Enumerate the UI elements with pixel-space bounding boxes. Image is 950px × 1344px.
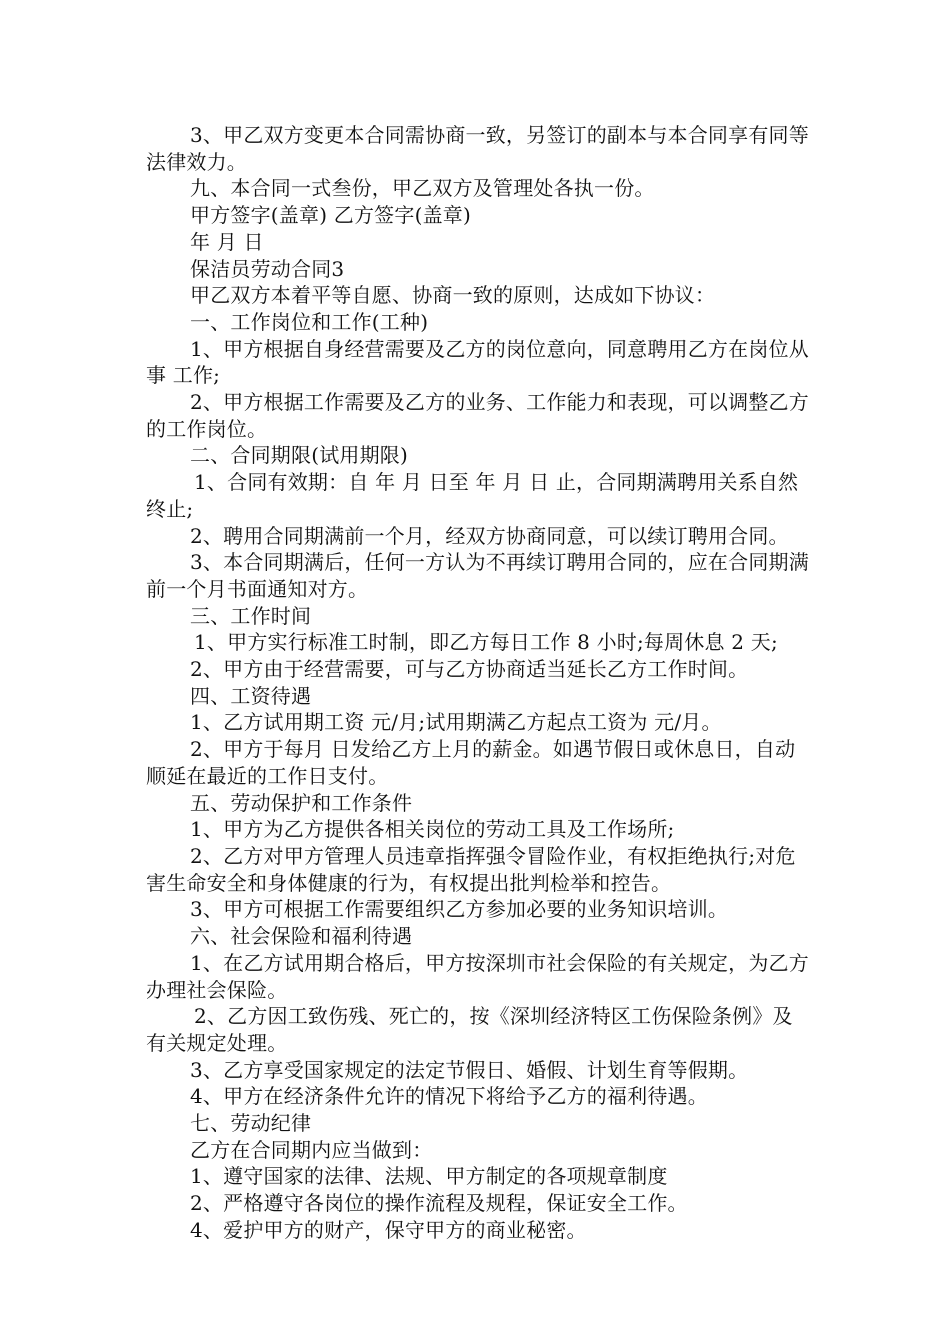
contract-title: 保洁员劳动合同3 <box>190 256 345 281</box>
paragraph-amendment: 3、甲乙双方变更本合同需协商一致，另签订的副本与本合同享有同等法律效力。 <box>146 123 809 174</box>
paragraph-hours-1: 1、甲方实行标准工时制，即乙方每日工作 8 小时;每周休息 2 天; <box>194 630 778 655</box>
paragraph-discipline-1: 1、遵守国家的法律、法规、甲方制定的各项规章制度 <box>190 1164 668 1189</box>
signature-line: 甲方签字(盖章) 乙方签字(盖章) <box>190 203 471 228</box>
paragraph-wages-1: 1、乙方试用期工资 元/月;试用期满乙方起点工资为 元/月。 <box>190 710 722 735</box>
section-heading-position: 一、工作岗位和工作(工种) <box>190 309 429 334</box>
date-line: 年 月 日 <box>190 229 264 254</box>
section-heading-protection: 五、劳动保护和工作条件 <box>190 790 413 815</box>
paragraph-protection-1: 1、甲方为乙方提供各相关岗位的劳动工具及工作场所; <box>190 817 675 842</box>
section-heading-wages: 四、工资待遇 <box>190 683 312 708</box>
section-heading-hours: 三、工作时间 <box>190 603 312 628</box>
paragraph-discipline-2: 2、严格遵守各岗位的操作流程及规程，保证安全工作。 <box>190 1191 688 1216</box>
document-body <box>146 122 810 1244</box>
section-heading-discipline: 七、劳动纪律 <box>190 1111 312 1136</box>
paragraph-term-1: 1、合同有效期：自 年 月 日至 年 月 日 止，合同期满聘用关系自然终止; <box>146 470 799 521</box>
paragraph-insurance-2: 2、乙方因工致伤残、死亡的，按《深圳经济特区工伤保险条例》及有关规定处理。 <box>146 1004 793 1055</box>
section-heading-term: 二、合同期限(试用期限) <box>190 443 409 468</box>
paragraph-protection-2: 2、乙方对甲方管理人员违章指挥强令冒险作业，有权拒绝执行;对危害生命安全和身体健康的行为，有权提出批判检举和控告。 <box>146 843 796 895</box>
paragraph-copies: 九、本合同一式叁份，甲乙双方及管理处各执一份。 <box>190 176 655 201</box>
paragraph-insurance-4: 4、甲方在经济条件允许的情况下将给予乙方的福利待遇。 <box>190 1084 708 1109</box>
section-heading-insurance: 六、社会保险和福利待遇 <box>190 924 413 949</box>
paragraph-position-2: 2、甲方根据工作需要及乙方的业务、工作能力和表现，可以调整乙方的工作岗位。 <box>146 390 809 441</box>
paragraph-preamble: 甲乙双方本着平等自愿、协商一致的原则，达成如下协议： <box>190 283 716 308</box>
paragraph-term-2: 2、聘用合同期满前一个月，经双方协商同意，可以续订聘用合同。 <box>190 523 789 548</box>
paragraph-wages-2: 2、甲方于每月 日发给乙方上月的薪金。如遇节假日或休息日，自动顺延在最近的工作日支付。 <box>146 737 796 788</box>
paragraph-insurance-1: 1、在乙方试用期合格后，甲方按深圳市社会保险的有关规定，为乙方办理社会保险。 <box>146 950 809 1002</box>
paragraph-discipline-4: 4、爱护甲方的财产，保守甲方的商业秘密。 <box>190 1217 587 1242</box>
paragraph-hours-2: 2、甲方由于经营需要，可与乙方协商适当延长乙方工作时间。 <box>190 657 749 682</box>
paragraph-discipline-intro: 乙方在合同期内应当做到： <box>190 1137 433 1162</box>
paragraph-protection-3: 3、甲方可根据工作需要组织乙方参加必要的业务知识培训。 <box>190 897 729 922</box>
paragraph-term-3: 3、本合同期满后，任何一方认为不再续订聘用合同的，应在合同期满前一个月书面通知对方。 <box>146 550 809 601</box>
paragraph-position-1: 1、甲方根据自身经营需要及乙方的岗位意向，同意聘用乙方在岗位从事 工作; <box>146 336 809 388</box>
paragraph-insurance-3: 3、乙方享受国家规定的法定节假日、婚假、计划生育等假期。 <box>190 1057 749 1082</box>
